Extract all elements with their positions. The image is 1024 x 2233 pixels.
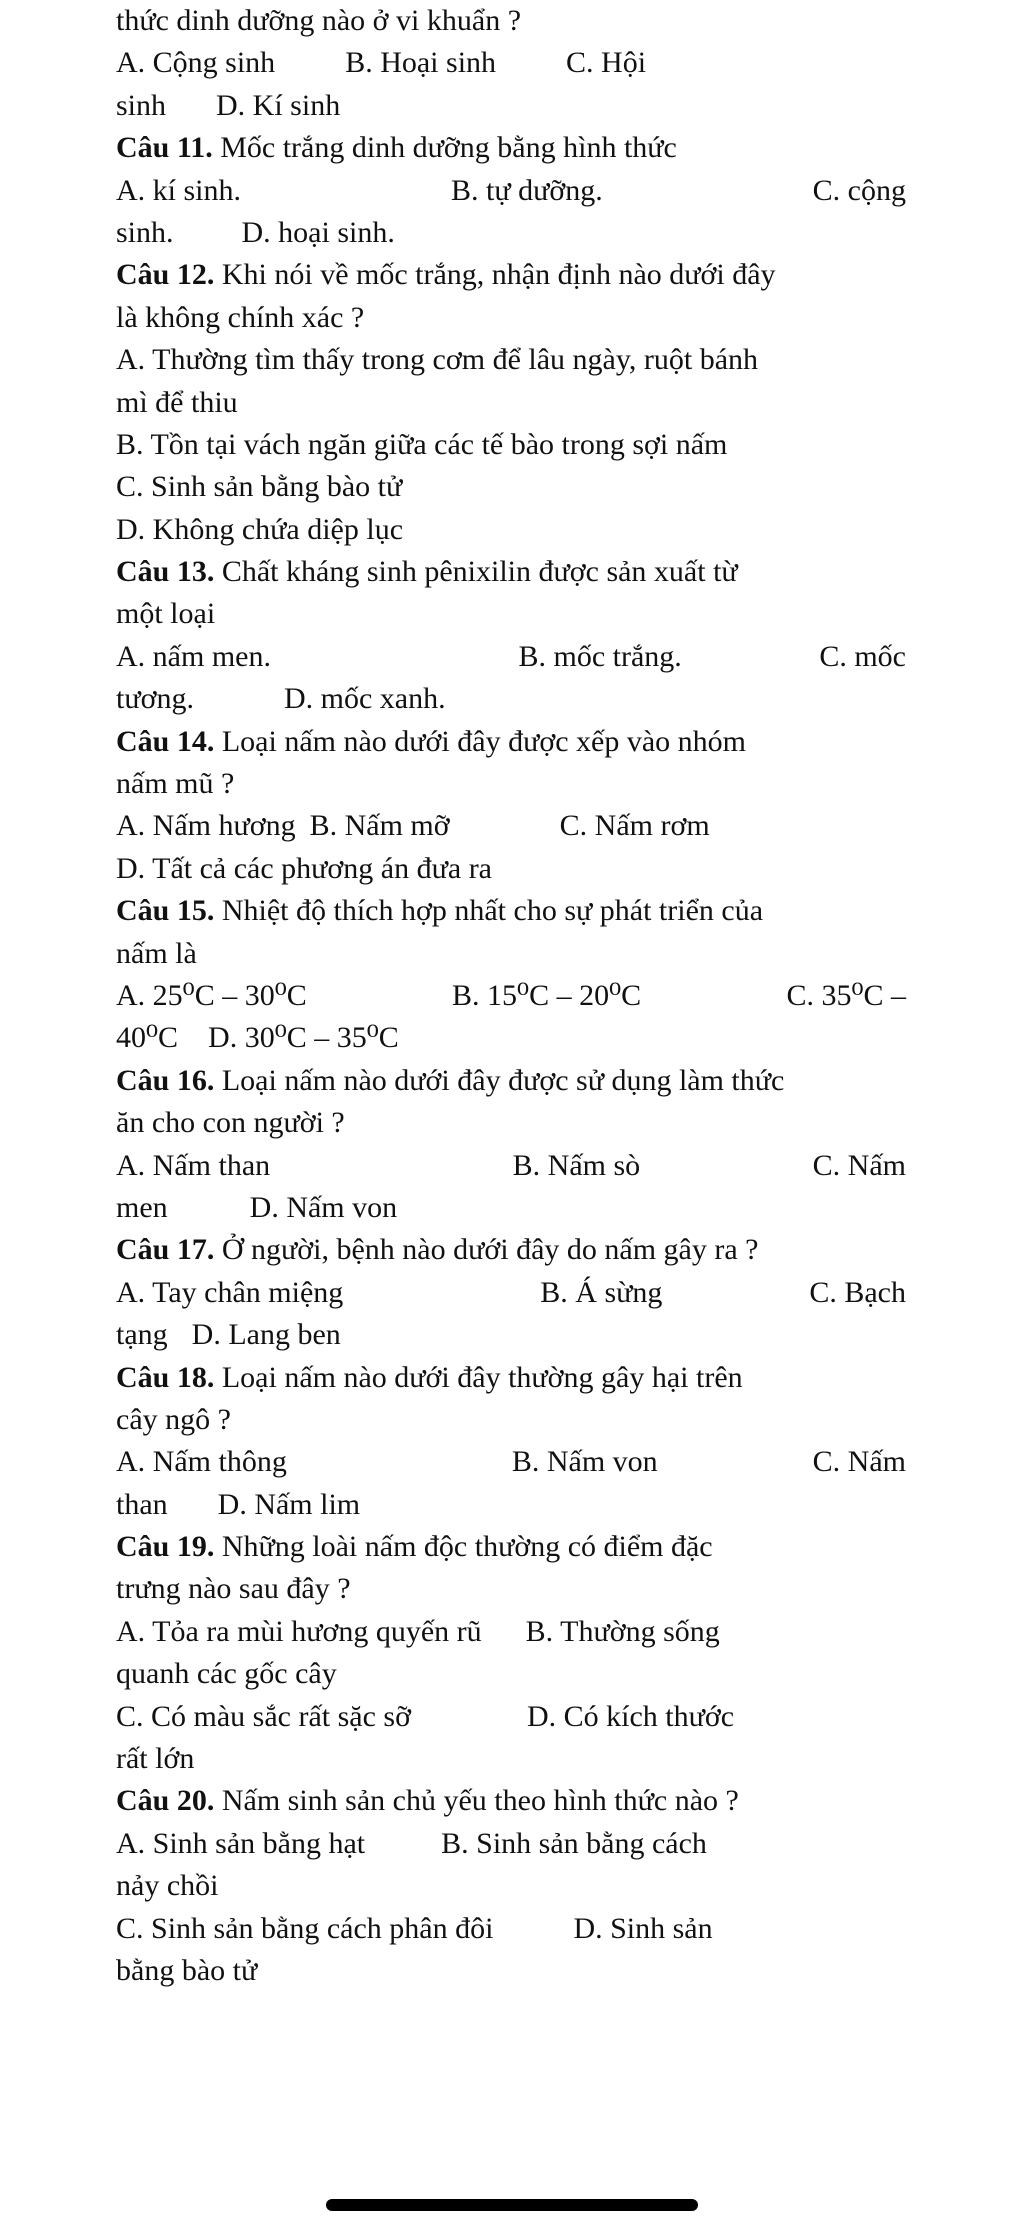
question-13 — [116, 551, 916, 593]
question-label: Câu 18. — [116, 1360, 215, 1394]
option-a: A. kí sinh. — [116, 173, 242, 207]
option-c: C. Nấm — [812, 1148, 906, 1182]
option-c-continued: than — [116, 1487, 168, 1521]
option-text: nảy chồi — [116, 1869, 219, 1903]
question-text-continued — [116, 1399, 916, 1441]
options-row — [116, 805, 916, 847]
options-row — [116, 1017, 916, 1059]
option-text: D. Tất cả các phương án đưa ra — [116, 851, 492, 885]
option-c: C. Có màu sắc rất sặc sỡ — [116, 1699, 411, 1733]
options-row — [116, 1272, 906, 1314]
question-11 — [116, 127, 916, 169]
option-text: C. Sinh sản bằng bào tử — [116, 470, 403, 504]
option-a-continued — [116, 382, 916, 424]
question-text: Khi nói về mốc trắng, nhận định nào dưới đây — [214, 258, 776, 292]
question-text-continued — [116, 297, 916, 339]
option-text: A. Thường tìm thấy trong cơm để lâu ngày, ruột bánh — [116, 343, 759, 377]
option-b: B. Sinh sản bằng cách — [441, 1826, 707, 1860]
option-text: mì để thiu — [116, 385, 238, 419]
question-text: Ở người, bệnh nào dưới đây do nấm gây ra ? — [214, 1233, 759, 1267]
option-text: D. Không chứa diệp lục — [116, 512, 404, 546]
question-text-continued — [116, 933, 916, 975]
question-text-continued — [116, 593, 916, 635]
option-c-continued: sinh — [116, 88, 167, 122]
question-text: một loại — [116, 597, 216, 631]
options-row — [116, 85, 916, 127]
options-row — [116, 1908, 916, 1950]
question-label: Câu 11. — [116, 131, 213, 165]
option-d: D. Nấm von — [249, 1190, 398, 1224]
options-row — [116, 1823, 916, 1865]
stem-text: thức dinh dưỡng nào ở vi khuẩn ? — [116, 4, 522, 37]
home-indicator[interactable] — [326, 2199, 698, 2211]
option-c: C. Sinh sản bằng cách phân đôi — [116, 1911, 494, 1945]
question-text-continued — [116, 1102, 916, 1144]
option-text: bằng bào tử — [116, 1953, 258, 1987]
question-14 — [116, 721, 916, 763]
options-row — [116, 975, 906, 1017]
option-c-continued: tạng — [116, 1318, 168, 1352]
options-row — [116, 1611, 916, 1653]
option-c: C. cộng — [812, 173, 906, 207]
question-text-continued — [116, 1568, 916, 1610]
question-label: Câu 16. — [116, 1063, 215, 1097]
option-b: B. mốc trắng. — [518, 639, 682, 673]
question-text: Mốc trắng dinh dưỡng bằng hình thức — [212, 131, 677, 165]
option-d: D. Kí sinh — [216, 88, 341, 122]
options-row — [116, 1484, 916, 1526]
question-text: Chất kháng sinh pênixilin được sản xuất từ — [214, 555, 738, 589]
option-b-continued — [116, 1653, 916, 1695]
option-b: B. Nấm mỡ — [309, 809, 450, 843]
option-c: C. mốc — [819, 639, 906, 673]
option-b: B. 15⁰C – 20⁰C — [452, 978, 642, 1012]
question-label: Câu 12. — [116, 258, 215, 292]
option-b-continued — [116, 1865, 916, 1907]
option-c-continued: sinh. — [116, 215, 174, 249]
option-b: B. tự dưỡng. — [450, 173, 603, 207]
question-20 — [116, 1780, 916, 1822]
question-stem-continued — [116, 0, 916, 42]
option-d — [116, 848, 916, 890]
question-label: Câu 19. — [116, 1530, 215, 1564]
option-a: A. Nấm hương — [116, 809, 296, 843]
option-c: C. Nấm — [812, 1445, 906, 1479]
question-16 — [116, 1060, 916, 1102]
question-label: Câu 15. — [116, 894, 215, 928]
option-d: D. Sinh sản — [573, 1911, 713, 1945]
question-label: Câu 20. — [116, 1784, 215, 1818]
option-a: A. 25⁰C – 30⁰C — [116, 978, 307, 1012]
option-b: B. Hoại sinh — [345, 46, 497, 80]
question-label: Câu 13. — [116, 555, 215, 589]
quiz-document — [116, 0, 916, 1992]
question-text: Những loài nấm độc thường có điểm đặc — [214, 1530, 713, 1564]
option-b: B. Thường sống — [525, 1614, 720, 1648]
option-d: D. Lang ben — [191, 1318, 341, 1352]
option-c: C. Bạch — [809, 1275, 906, 1309]
question-text: ăn cho con người ? — [116, 1106, 345, 1140]
option-c-continued: tương. — [116, 682, 194, 716]
option-a: A. Nấm than — [116, 1148, 271, 1182]
question-text: cây ngô ? — [116, 1402, 231, 1436]
option-a — [116, 339, 916, 381]
question-text: Nấm sinh sản chủ yếu theo hình thức nào ? — [214, 1784, 739, 1818]
question-text: Loại nấm nào dưới đây thường gây hại trên — [214, 1360, 743, 1394]
option-a: A. Nấm thông — [116, 1445, 287, 1479]
question-text: Loại nấm nào dưới đây được sử dụng làm thức — [214, 1063, 785, 1097]
question-label: Câu 14. — [116, 724, 215, 758]
options-row — [116, 42, 916, 84]
option-b: B. Nấm von — [511, 1445, 658, 1479]
question-text: Nhiệt độ thích hợp nhất cho sự phát triển của — [214, 894, 764, 928]
option-text: B. Tồn tại vách ngăn giữa các tế bào trong sợi nấm — [116, 427, 728, 461]
option-b — [116, 424, 916, 466]
options-row — [116, 1145, 906, 1187]
option-c: C. Hội — [566, 46, 647, 80]
question-label: Câu 17. — [116, 1233, 215, 1267]
option-c — [116, 466, 916, 508]
option-a: A. Tay chân miệng — [116, 1275, 344, 1309]
option-d: D. mốc xanh. — [283, 682, 446, 716]
options-row — [116, 1696, 916, 1738]
options-row — [116, 212, 916, 254]
options-row — [116, 170, 906, 212]
question-text: nấm là — [116, 936, 197, 970]
option-b: B. Nấm sò — [512, 1148, 641, 1182]
question-text-continued — [116, 763, 916, 805]
question-18 — [116, 1357, 916, 1399]
option-c-continued: 40⁰C — [116, 1021, 179, 1055]
option-d: D. Có kích thước — [526, 1699, 735, 1733]
option-c: C. 35⁰C – — [786, 978, 906, 1012]
question-text: Loại nấm nào dưới đây được xếp vào nhóm — [214, 724, 746, 758]
question-text: trưng nào sau đây ? — [116, 1572, 351, 1606]
options-row — [116, 1187, 916, 1229]
question-15 — [116, 890, 916, 932]
option-d-continued — [116, 1950, 916, 1992]
options-row — [116, 1441, 906, 1483]
option-d: D. hoại sinh. — [241, 215, 395, 249]
question-12 — [116, 254, 916, 296]
option-a: A. Cộng sinh — [116, 46, 276, 80]
options-row — [116, 1314, 916, 1356]
option-a: A. Sinh sản bằng hạt — [116, 1826, 366, 1860]
option-d: D. 30⁰C – 35⁰C — [208, 1021, 399, 1055]
question-text: nấm mũ ? — [116, 767, 235, 801]
question-17 — [116, 1229, 916, 1271]
option-b: B. Á sừng — [540, 1275, 663, 1309]
option-a: A. nấm men. — [116, 639, 271, 673]
option-d: D. Nấm lim — [217, 1487, 361, 1521]
options-row — [116, 636, 906, 678]
option-c-continued: men — [116, 1190, 168, 1224]
option-d-continued — [116, 1738, 916, 1780]
options-row — [116, 678, 916, 720]
option-c: C. Nấm rơm — [559, 809, 710, 843]
option-d — [116, 509, 916, 551]
question-19 — [116, 1526, 916, 1568]
option-a: A. Tỏa ra mùi hương quyến rũ — [116, 1614, 482, 1648]
question-text: là không chính xác ? — [116, 300, 365, 334]
option-text: rất lớn — [116, 1742, 195, 1776]
option-text: quanh các gốc cây — [116, 1657, 337, 1691]
